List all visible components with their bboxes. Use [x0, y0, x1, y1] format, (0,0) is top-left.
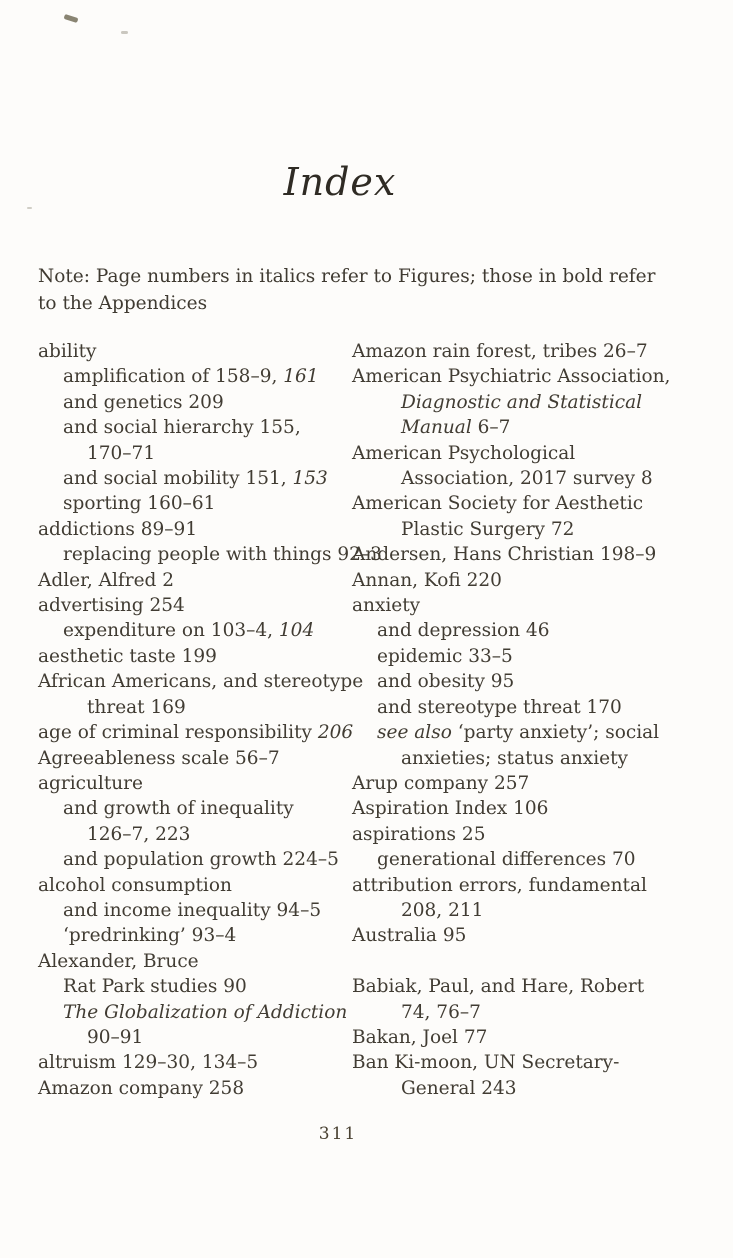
index-line: [38, 542, 382, 567]
index-line: [352, 415, 727, 440]
entry-text: American Psychological: [352, 442, 576, 464]
index-line: [352, 796, 727, 821]
index-line: [38, 695, 348, 720]
entry-text: aspirations 25: [352, 823, 486, 845]
entry-text: alcohol consumption: [38, 874, 232, 896]
index-line: [38, 822, 348, 847]
index-line: [352, 542, 727, 567]
index-line: [352, 898, 727, 923]
index-line: [352, 466, 727, 491]
index-line: [38, 568, 348, 593]
entry-text: altruism 129–30, 134–5: [38, 1052, 259, 1074]
scan-speck: [27, 207, 32, 209]
italic-text: 104: [278, 620, 315, 642]
italic-text: 153: [292, 468, 328, 490]
entry-text: Aspiration Index 106: [352, 798, 549, 820]
entry-text: agriculture: [38, 772, 143, 794]
index-line: [352, 695, 727, 720]
index-line: [38, 364, 348, 389]
index-line: [38, 644, 348, 669]
entry-text: 6–7: [471, 417, 511, 439]
scan-speck: [121, 31, 128, 34]
index-line: [38, 873, 348, 898]
entry-text: Amazon company 258: [38, 1077, 245, 1099]
index-line: [352, 923, 727, 948]
entry-text: generational differences 70: [377, 849, 636, 871]
blank-line: [352, 949, 727, 974]
entry-text: Alexander, Bruce: [38, 950, 199, 972]
index-line: [38, 898, 348, 923]
entry-text: advertising 254: [38, 595, 185, 617]
entry-text: and growth of inequality: [63, 798, 294, 820]
entry-text: epidemic 33–5: [377, 645, 513, 667]
index-line: [38, 669, 364, 694]
entry-text: Adler, Alfred 2: [38, 569, 175, 591]
index-column-left: [38, 339, 382, 1101]
index-column-right: [352, 339, 727, 1101]
index-line: [352, 974, 727, 999]
entry-text: ability: [38, 341, 97, 362]
index-line: [352, 441, 727, 466]
entry-text: Plastic Surgery 72: [401, 518, 575, 540]
index-line: [352, 669, 727, 694]
entry-text: African Americans, and stereotype: [38, 671, 364, 693]
index-line: [38, 923, 348, 948]
index-line: [38, 746, 348, 771]
page-number: 311: [318, 1124, 358, 1144]
entry-text: 170–71: [87, 442, 156, 464]
index-line: [38, 847, 348, 872]
entry-text: 74, 76–7: [401, 1001, 481, 1023]
index-line: [352, 1000, 727, 1025]
index-line: [352, 822, 727, 847]
entry-text: anxiety: [352, 595, 421, 617]
index-line: [352, 1050, 727, 1075]
index-line: [38, 1000, 348, 1025]
index-line: [352, 390, 727, 415]
entry-text: Ban Ki-moon, UN Secretary-: [352, 1052, 620, 1074]
entry-text: aesthetic taste 199: [38, 645, 217, 667]
index-line: [38, 517, 348, 542]
entry-text: amplification of 158–9,: [63, 366, 284, 388]
index-line: [38, 1025, 348, 1050]
entry-text: and stereotype threat 170: [377, 696, 622, 718]
entry-text: and income inequality 94–5: [63, 899, 322, 921]
index-note: Note: Page numbers in italics refer to Figures; those in bold refer to the Appendices: [38, 266, 656, 314]
index-line: [38, 949, 348, 974]
index-line: [38, 618, 348, 643]
index-line: [38, 339, 348, 364]
index-line: [38, 771, 348, 796]
index-line: [352, 593, 727, 618]
index-line: [38, 974, 348, 999]
entry-text: and social hierarchy 155,: [63, 417, 301, 439]
index-line: [352, 746, 727, 771]
index-line: [352, 568, 727, 593]
index-line: [38, 1050, 348, 1075]
entry-text: Amazon rain forest, tribes 26–7: [352, 341, 648, 362]
entry-text: Arup company 257: [352, 772, 530, 794]
entry-text: Babiak, Paul, and Hare, Robert: [352, 976, 645, 998]
index-line: [352, 847, 727, 872]
entry-text: addictions 89–91: [38, 518, 198, 540]
index-line: [352, 364, 727, 389]
entry-text: 126–7, 223: [87, 823, 191, 845]
index-line: [352, 339, 727, 364]
scan-speck: [64, 14, 79, 23]
entry-text: Agreeableness scale 56–7: [38, 747, 280, 769]
entry-text: sporting 160–61: [63, 493, 216, 515]
entry-text: attribution errors, fundamental: [352, 874, 647, 896]
index-line: [352, 771, 727, 796]
italic-text: The Globalization of Addiction: [63, 1001, 348, 1023]
entry-text: age of criminal responsibility: [38, 722, 318, 744]
entry-text: and population growth 224–5: [63, 849, 339, 871]
index-line: [38, 415, 348, 440]
index-line: [38, 491, 348, 516]
entry-text: 90–91: [87, 1026, 144, 1048]
entry-text: and depression 46: [377, 620, 550, 642]
entry-text: General 243: [401, 1077, 517, 1099]
entry-text: and obesity 95: [377, 671, 515, 693]
index-line: [38, 441, 348, 466]
entry-text: 208, 211: [401, 899, 484, 921]
entry-text: American Society for Aesthetic: [352, 493, 644, 515]
italic-text: 161: [283, 366, 319, 388]
index-line: [352, 517, 727, 542]
entry-text: Annan, Kofi 220: [352, 569, 502, 591]
index-line: [38, 390, 348, 415]
entry-text: Bakan, Joel 77: [352, 1026, 488, 1048]
page-title: Index: [283, 160, 397, 204]
entry-text: expenditure on 103–4,: [63, 620, 279, 642]
entry-text: replacing people with things 92–3: [63, 544, 382, 566]
index-line: [38, 466, 348, 491]
entry-text: American Psychiatric Association,: [352, 366, 671, 388]
index-line: [38, 796, 348, 821]
entry-text: ‘predrinking’ 93–4: [63, 925, 237, 947]
index-line: [352, 720, 727, 745]
entry-text: threat 169: [87, 696, 186, 718]
index-line: [352, 873, 727, 898]
index-line: [352, 644, 727, 669]
italic-text: Diagnostic and Statistical: [401, 391, 643, 413]
entry-text: Australia 95: [352, 925, 467, 947]
italic-text: see also: [377, 722, 452, 744]
index-line: [38, 1076, 348, 1101]
index-line: [352, 618, 727, 643]
index-line: [38, 593, 348, 618]
entry-text: and social mobility 151,: [63, 468, 293, 490]
entry-text: anxieties; status anxiety: [401, 747, 628, 769]
italic-text: Manual: [401, 417, 472, 439]
entry-text: Andersen, Hans Christian 198–9: [352, 544, 657, 566]
index-line: [352, 1076, 727, 1101]
italic-text: 206: [317, 722, 354, 744]
entry-text: Rat Park studies 90: [63, 976, 247, 998]
index-line: [38, 720, 354, 745]
index-line: [352, 491, 727, 516]
entry-text: and genetics 209: [63, 391, 224, 413]
entry-text: Association, 2017 survey 8: [401, 468, 653, 490]
index-line: [352, 1025, 727, 1050]
entry-text: ‘party anxiety’; social: [451, 722, 660, 744]
